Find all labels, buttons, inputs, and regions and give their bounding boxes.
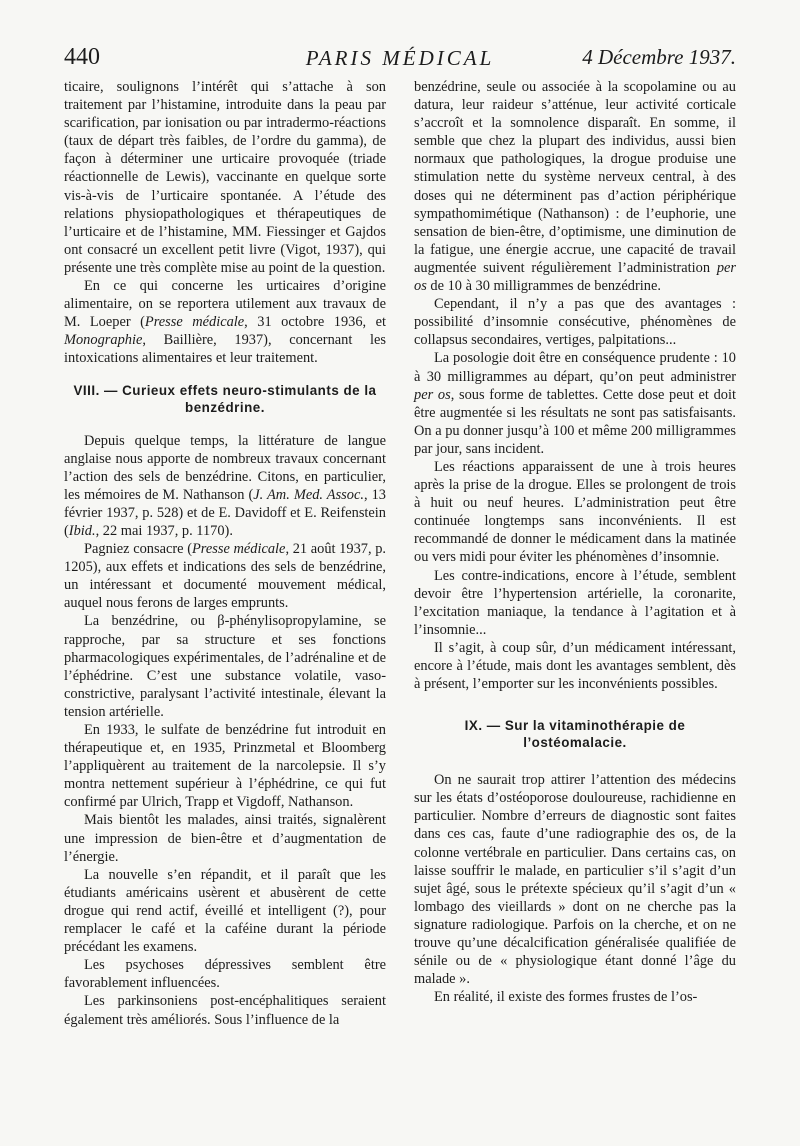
section-heading-viii: VIII. — Curieux effets neuro-stimulants de la benzédrine. [73, 382, 377, 415]
paragraph: ticaire, soulignons l’intérêt qui s’attache à son traitement par l’histamine, introduite dans la peau par scarification, par ionisation ou par intradermo-réactions (taux de départ très faibles, de l’ordre du gamma), de façon à déterminer une urticaire provoquée (triade réactionnelle de Lewis), vaccinante en quelque sorte vis-à-vis de l’urticaire spontanée. A l’étude des relations physiopathologiques et thérapeutiques de l’urticaire et de l’histamine, MM. Fiessinger et Gajdos ont consacré un excellent petit livre (Vigot, 1937), qui présente une très complète mise au point de la question. [64, 79, 386, 276]
paragraph: En réalité, il existe des formes frustes de l’os- [434, 989, 698, 1006]
paragraph: Cependant, il n’y a pas que des avantages : possibilité d’insomnie consécutive, phénomènes de collapsus secondaires, vertiges, palpitations... [414, 296, 736, 349]
page-number: 440 [64, 44, 100, 70]
paragraph: En ce qui concerne les urticaires d’origine alimentaire, on se reportera utilement aux travaux de M. Loeper (Presse médicale, 31 octobre 1936, et Monographie, Baillière, 1937), concernant les intoxications alimentaires et leur traitement. [64, 278, 387, 367]
paragraph: Mais bientôt les malades, ainsi traités, signalèrent une impression de bien-être et d’augmentation de l’énergie. [64, 812, 386, 865]
paragraph: La benzédrine, ou β-phénylisopropylamine, se rapproche, par sa structure et ses fonctions pharmacologiques expérimentales, de l’adrénaline et de l’éphédrine. C’est une substance volatile, vaso-constrictive, paralysant l’activité intestinale, élevant la tension artérielle. [64, 613, 386, 720]
paragraph: En 1933, le sulfate de benzédrine fut introduit en thérapeutique et, en 1935, Prinzmetal et Bloomberg l’appliquèrent au traitement de la narcolepsie. Il s’y montra nettement supérieur à l’éphédrine, ce qui fut confirmé par Ulrich, Trapp et Vigdoff, Nathanson. [64, 722, 386, 811]
paragraph: Pagniez consacre (Presse médicale, 21 août 1937, p. 1205), aux effets et indications des sels de benzédrine, un intéressant et documenté mouvement médical, auquel nous ferons de larges emprunts. [64, 541, 387, 612]
paragraph: La posologie doit être en conséquence prudente : 10 à 30 milligrammes au départ, qu’on peut administrer per os, sous forme de tablettes. Cette dose peut et doit être augmentée si les résultats ne sont pas satisfaisants. On a pu donner jusqu’à 100 et même 200 milligrammes par jour, sans incident. [414, 350, 736, 457]
page-header [64, 44, 736, 72]
paragraph: Il s’agit, à coup sûr, d’un médicament intéressant, encore à l’étude, mais dont les avantages semblent, dès à présent, l’emporter sur les inconvénients possibles. [414, 639, 736, 693]
paragraph: Depuis quelque temps, la littérature de langue anglaise nous apporte de nombreux travaux concernant l’action des sels de benzédrine. Citons, en particulier, les mémoires de M. Nathanson (J. Am. Med. Assoc., 13 février 1937, p. 528) et de E. Davidoff et E. Reifenstein (Ibid., 22 mai 1937, p. 1170). [64, 432, 386, 539]
paragraph: On ne saurait trop attirer l’attention des médecins sur les états d’ostéoporose douloureuse, rachidienne en particulier. Nombre d’erreurs de diagnostic sont faites dans ces cas, faute d’une radiographie des os, de la colonne vertébrale en particulier. Dans certains cas, on laisse souffrir le malade, en particulier s’il s’agit d’un sujet âgé, sous le prétexte spécieux qu’il s’agit d’un « lombago des vieillards » dont on ne cherche pas la signature radiologique. Parfois on la cherche, et on ne trouve qu’une décalcification généralisée qualifiée de sénile ou de « physiologique étant donné l’âge du malade ». [414, 772, 736, 988]
issue-date: 4 Décembre 1937. [582, 45, 736, 69]
paragraph: La nouvelle s’en répandit, et il paraît que les étudiants américains usèrent et abusèrent de cette drogue qui rend actif, éveillé et intelligent (?), pour remplacer le café et la caféine durant la période précédant les examens. [64, 866, 386, 956]
journal-title: PARIS MÉDICAL [305, 46, 495, 70]
paragraph: benzédrine, seule ou associée à la scopolamine ou au datura, leur raideur s’atténue, leur activité corticale s’accroît et la somnolence disparaît. En somme, il semble que chez la plupart des individus, aussi bien normaux que pathologiques, la drogue produise une stimulation nette du système nerveux central, à des doses qui ne déterminent pas d’action périphérique sympathomimétique (Nathanson) : de l’euphorie, une sensation de bien-être, d’optimisme, une diminution de la fatigue, une énergie accrue, une capacité de travail augmentée suivent régulièrement l’administration per os de 10 à 30 milligrammes de benzédrine. [414, 79, 736, 295]
paragraph: Les parkinsoniens post-encéphalitiques seraient également très améliorés. Sous l’influence de la [64, 993, 386, 1028]
paragraph: Les réactions apparaissent de une à trois heures après la prise de la drogue. Elles se prolongent de trois à huit ou neuf heures. L’administration peut être continuée longtemps sans inconvénients. Il est recommandé de donner le médicament dans la matinée ou vers midi pour éviter les phénomènes d’insomnie. [414, 458, 736, 566]
paragraph: Les contre-indications, encore à l’étude, semblent devoir être l’hypertension artérielle, la coronarite, l’excitation maniaque, la tendance à l’agitation et à l’insomnie... [414, 567, 736, 638]
section-heading-ix: IX. — Sur la vitaminothérapie de l’ostéomalacie. [464, 718, 686, 751]
paragraph: Les psychoses dépressives semblent être favorablement influencées. [64, 957, 386, 992]
left-column [64, 78, 386, 1029]
right-column [414, 78, 736, 1006]
